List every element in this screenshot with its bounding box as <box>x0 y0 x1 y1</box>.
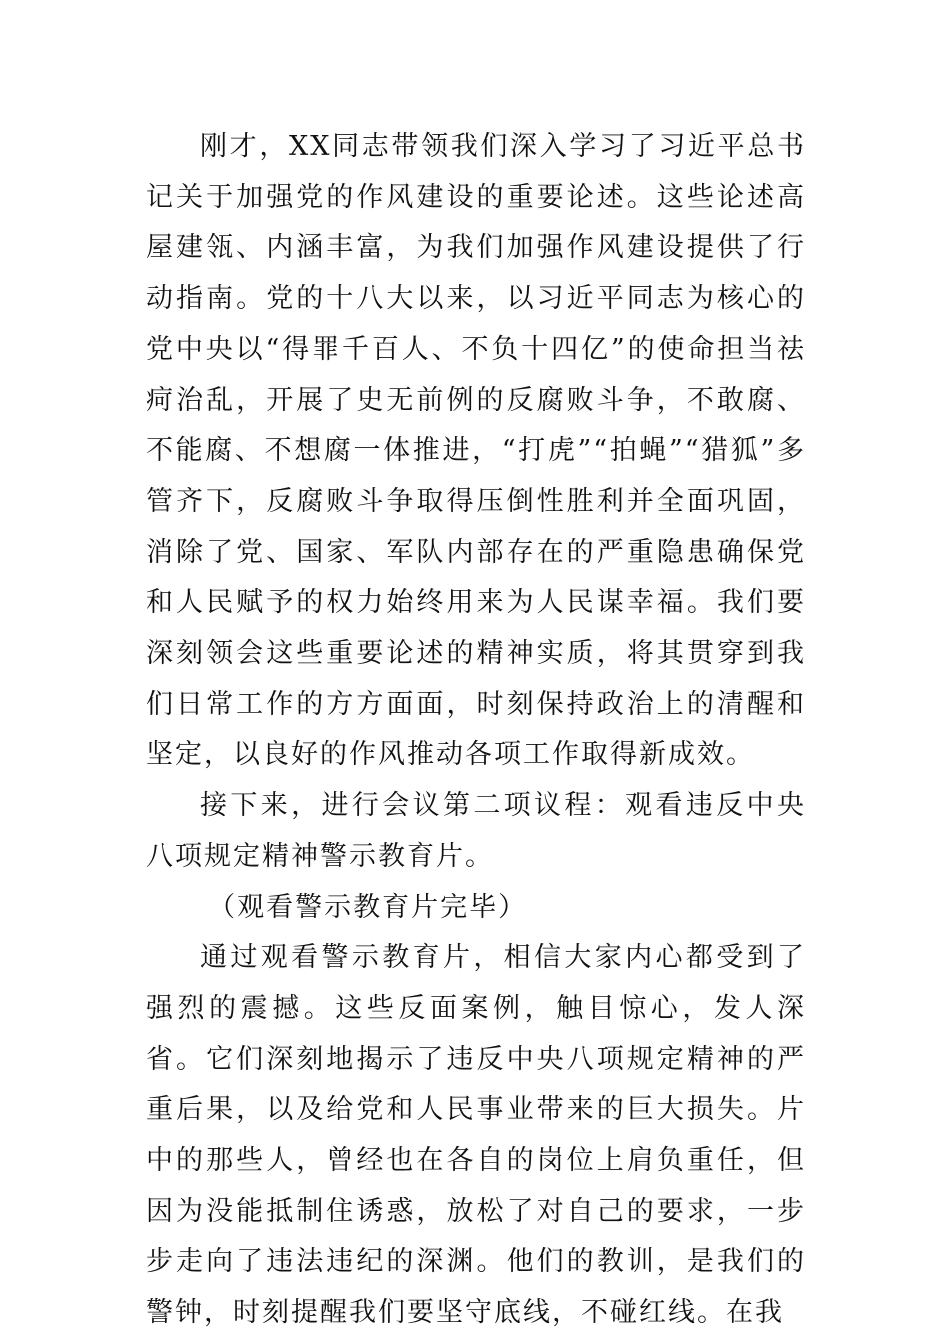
document-body <box>146 122 806 1339</box>
paragraph-viewing-note: （观看警示教育片完毕） <box>208 891 528 923</box>
paragraph-reflection: 通过观看警示教育片，相信大家内心都受到了强烈的震撼。这些反面案例，触目惊心，发人深省。它们深刻地揭示了违反中央八项规定精神的严重后果，以及给党和人民事业带来的巨大损失。片中的那些人，曾经也在各自的岗位上肩负重任，但因为没能抵制住诱惑，放松了对自己的要求，一步步走向了违法违纪的深渊。他们的教训，是我们的警钟，时刻提醒我们要坚守底线，不碰红线。在我 <box>146 942 806 1329</box>
paragraph-study-review: 刚才，XX同志带领我们深入学习了习近平总书记关于加强党的作风建设的重要论述。这些论述高屋建瓴、内涵丰富，为我们加强作风建设提供了行动指南。党的十八大以来，以习近平同志为核心的党中央以“得罪千百人、不负十四亿”的使命担当祛疴治乱，开展了史无前例的反腐败斗争，不敢腐、不能腐、不想腐一体推进，“打虎”“拍蝇”“猎狐”多管齐下，反腐败斗争取得压倒性胜利并全面巩固，消除了党、国家、军队内部存在的严重隐患确保党和人民赋予的权力始终用来为人民谋幸福。我们要深刻领会这些重要论述的精神实质，将其贯穿到我们日常工作的方方面面，时刻保持政治上的清醒和坚定，以良好的作风推动各项工作取得新成效。 <box>146 131 806 771</box>
paragraph-agenda-item: 接下来，进行会议第二项议程：观看违反中央八项规定精神警示教育片。 <box>146 790 806 872</box>
